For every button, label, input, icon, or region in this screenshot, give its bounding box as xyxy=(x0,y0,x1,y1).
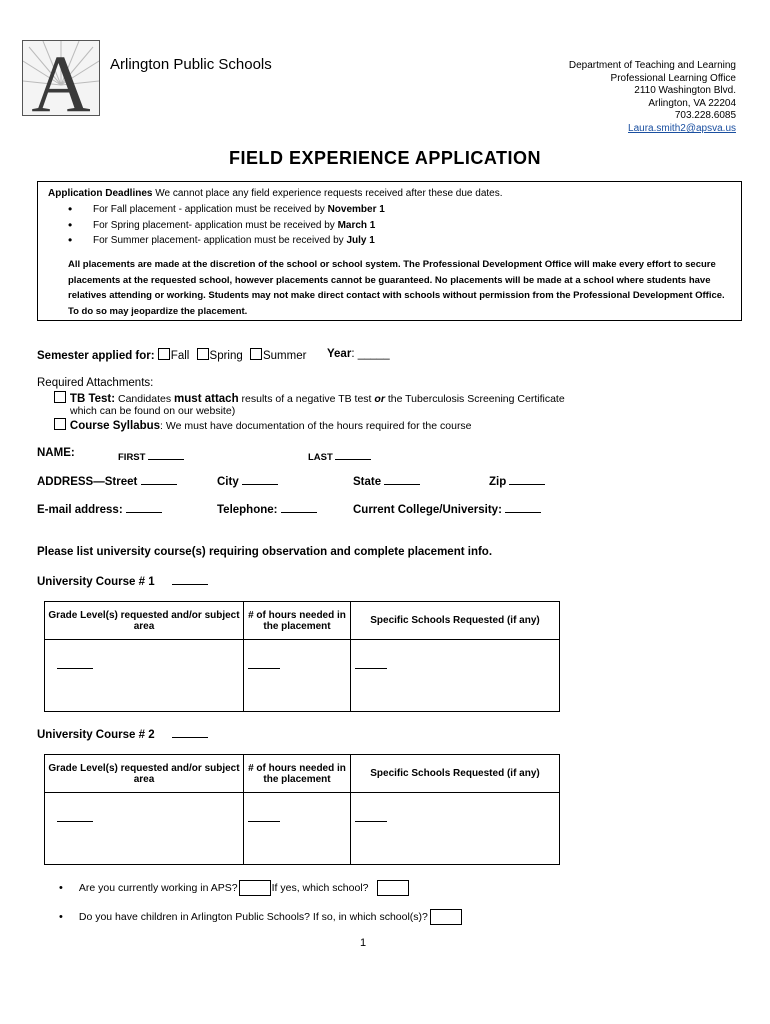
deadline-list xyxy=(68,202,385,249)
org-name: Arlington Public Schools xyxy=(110,56,272,73)
col-hours-header: # of hours needed in the placement xyxy=(244,755,351,793)
last-name-field[interactable]: LAST xyxy=(308,449,371,463)
page-number: 1 xyxy=(360,937,367,949)
children-question: • Do you have children in Arlington Public Schools? If so, in which school(s)? xyxy=(59,909,462,925)
logo-sunburst-graphic xyxy=(23,41,99,115)
syllabus-row: Course Syllabus: We must have documentation of the hours required for the course xyxy=(54,418,472,432)
name-label: NAME: xyxy=(37,447,75,459)
aps-work-question: • Are you currently working in APS? If yes, which school? xyxy=(59,880,409,896)
summer-label: Summer xyxy=(262,350,307,362)
attachments-heading: Required Attachments: xyxy=(37,377,154,389)
summer-checkbox[interactable] xyxy=(250,348,262,360)
deadline-item: • For Fall placement - application must be received by November 1 xyxy=(68,202,385,218)
logo-letter: A xyxy=(31,41,91,115)
aps-school-answer-box[interactable] xyxy=(377,880,409,896)
deadlines-box xyxy=(37,181,742,321)
col-grade-header: Grade Level(s) requested and/or subject area xyxy=(45,602,244,640)
semester-label: Semester applied for: xyxy=(37,350,155,362)
contact-email-link[interactable]: Laura.smith2@apsva.us xyxy=(628,122,736,134)
spring-label: Spring xyxy=(209,350,243,362)
course1-field[interactable]: University Course # 1 xyxy=(37,574,208,588)
semester-row xyxy=(37,348,306,362)
course1-hours-cell[interactable] xyxy=(244,640,351,712)
course1-schools-cell[interactable] xyxy=(351,640,560,712)
course2-hours-cell[interactable] xyxy=(244,793,351,865)
deadlines-header xyxy=(48,188,503,199)
col-grade-header: Grade Level(s) requested and/or subject area xyxy=(45,755,244,793)
children-school-answer-box[interactable] xyxy=(430,909,462,925)
fall-label: Fall xyxy=(170,350,190,362)
dept-line: 703.228.6085 xyxy=(674,110,736,122)
col-hours-header: # of hours needed in the placement xyxy=(244,602,351,640)
dept-line: Department of Teaching and Learning xyxy=(568,60,736,71)
email-field[interactable]: E-mail address: xyxy=(37,502,162,516)
telephone-field[interactable]: Telephone: xyxy=(217,502,317,516)
city-field[interactable]: City xyxy=(217,474,278,488)
spring-checkbox[interactable] xyxy=(197,348,209,360)
tb-test-note: which can be found on our website) xyxy=(70,405,236,417)
tb-test-row: TB Test: Candidates must attach results of a negative TB test or the Tuberculosis Screening Certificate xyxy=(54,391,565,405)
street-field[interactable]: ADDRESS—Street xyxy=(37,474,177,488)
state-field[interactable]: State xyxy=(353,474,420,488)
syllabus-label: Course Syllabus xyxy=(69,420,161,432)
aps-logo xyxy=(22,40,100,116)
col-schools-header: Specific Schools Requested (if any) xyxy=(351,602,560,640)
course2-grade-cell[interactable] xyxy=(45,793,244,865)
tb-test-label: TB Test: xyxy=(69,393,116,405)
zip-field[interactable]: Zip xyxy=(489,474,545,488)
course2-schools-cell[interactable] xyxy=(351,793,560,865)
course1-table xyxy=(44,601,560,712)
courses-instruction: Please list university course(s) requiring observation and complete placement info. xyxy=(37,546,493,558)
page-title: FIELD EXPERIENCE APPLICATION xyxy=(228,148,542,168)
col-schools-header: Specific Schools Requested (if any) xyxy=(351,755,560,793)
department-address xyxy=(436,60,736,136)
year-label: Year xyxy=(327,348,352,360)
college-field[interactable]: Current College/University: xyxy=(353,502,541,516)
deadlines-label: Application Deadlines xyxy=(48,188,153,199)
course1-grade-cell[interactable] xyxy=(45,640,244,712)
deadline-item: • For Spring placement- application must be received by March 1 xyxy=(68,218,385,234)
placement-note: All placements are made at the discretion of the school or school system. The Professional Development Office will make every effort to secure placements at the requested school, however placements cannot be guaranteed. No placements will be made at a school where students have relatives attending or working. Students may not make direct contact with schools without permission from the Professional Development Office. To do so may jeopardize the placement. xyxy=(68,259,725,317)
deadline-item: • For Summer placement- application must be received by July 1 xyxy=(68,233,385,249)
syllabus-checkbox[interactable] xyxy=(54,418,66,430)
first-name-field[interactable]: FIRST xyxy=(118,449,184,463)
year-field[interactable]: Year: _____ xyxy=(327,348,390,360)
dept-line: Professional Learning Office xyxy=(610,72,736,84)
course2-table xyxy=(44,754,560,865)
deadlines-intro: We cannot place any field experience requests received after these due dates. xyxy=(155,188,503,199)
dept-line: Arlington, VA 22204 xyxy=(648,97,736,109)
aps-work-answer-box[interactable] xyxy=(239,880,271,896)
tb-test-checkbox[interactable] xyxy=(54,391,66,403)
dept-line: 2110 Washington Blvd. xyxy=(634,85,736,97)
fall-checkbox[interactable] xyxy=(158,348,170,360)
course2-field[interactable]: University Course # 2 xyxy=(37,727,208,741)
